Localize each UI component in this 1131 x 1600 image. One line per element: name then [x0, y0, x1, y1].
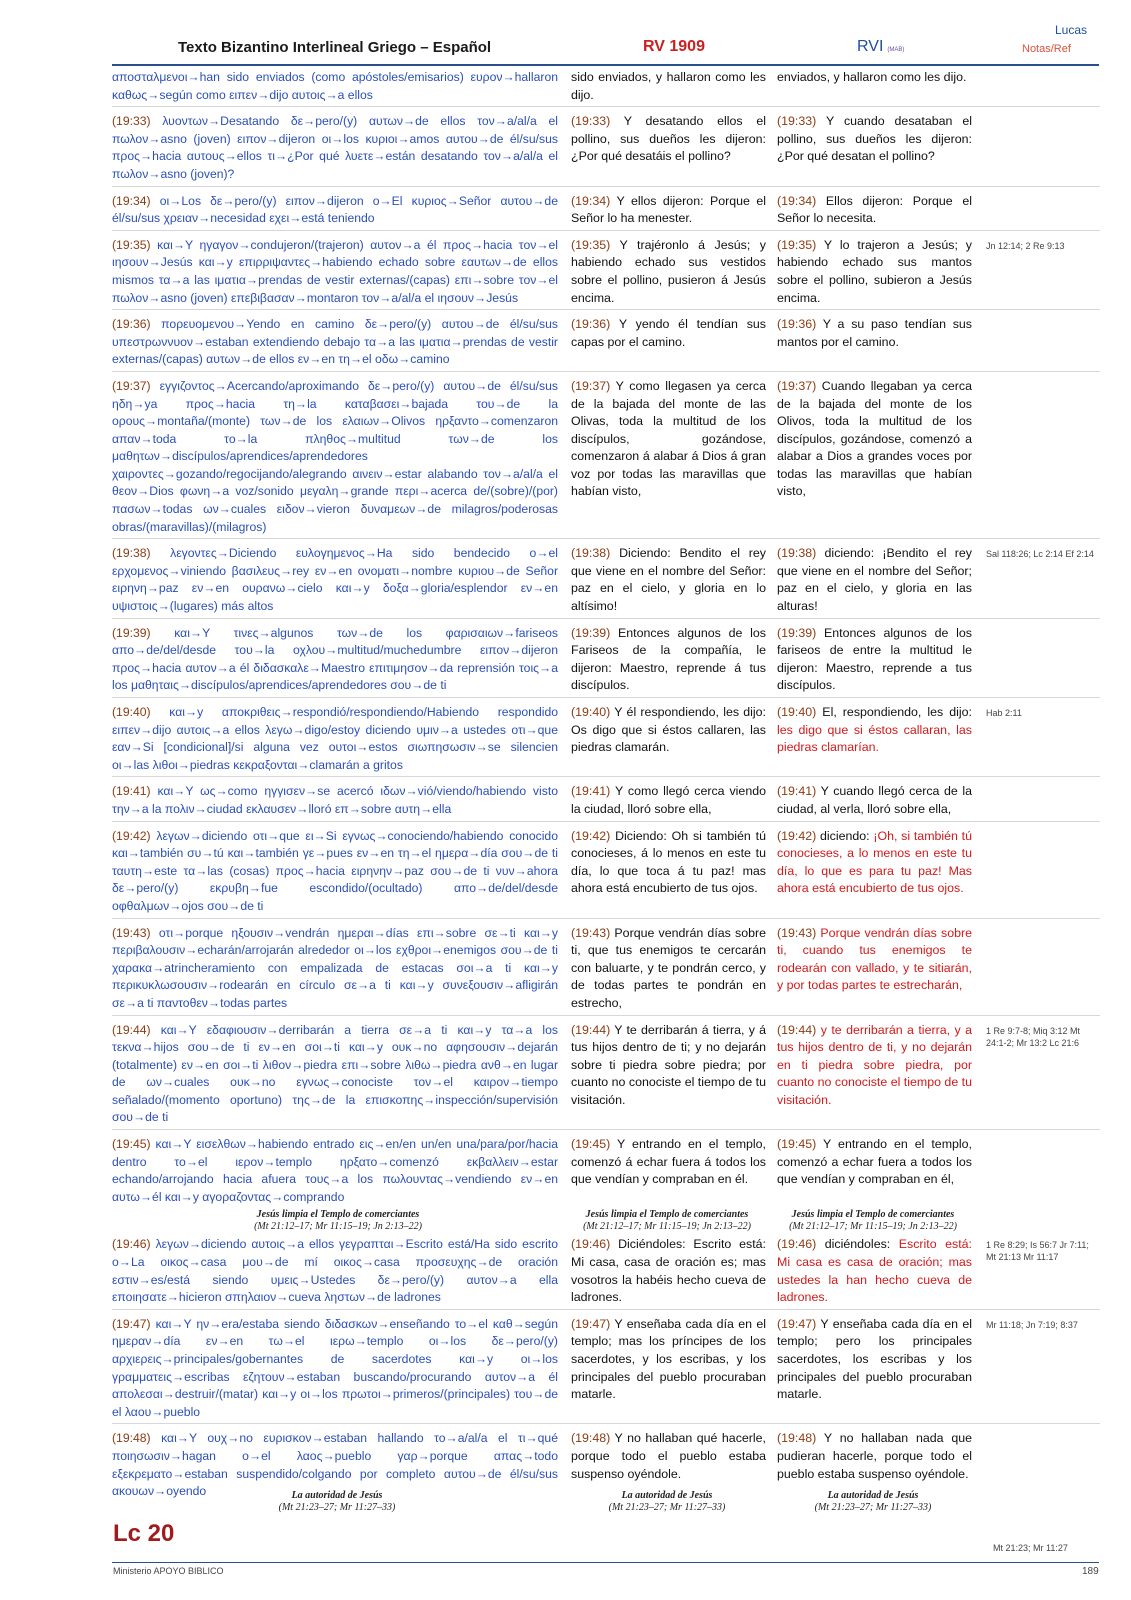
verse-number: (19:40) — [571, 705, 611, 719]
chapter-label: Lc 20 — [113, 1520, 175, 1547]
rvi-text: Y cuando llegó cerca de la ciudad, al verla, lloró sobre ella, — [777, 784, 972, 816]
section-head-spacer — [976, 1208, 1100, 1235]
cross-reference-cell — [976, 377, 1100, 538]
rvi-cell — [770, 112, 976, 185]
rvi-cell — [770, 782, 976, 820]
greek-interlinear-cell: αποσταλμενοι→han sido enviados (como apóstoles/emisarios) ευρον→hallaron καθως→según como ειπεν→dijo αυτοις→a ellos — [112, 70, 558, 102]
cross-reference-cell: 1 Re 8:29; Is 56:7 Jr 7:11; Mt 21:13 Mr 11:17 — [986, 1240, 1089, 1263]
verse-number: (19:36) — [112, 317, 151, 332]
rvi-verse-number: (19:44) — [777, 1022, 817, 1037]
page-number: 189 — [1082, 1566, 1099, 1577]
rvi-cell — [770, 827, 976, 918]
cross-reference-cell — [976, 112, 1100, 185]
verse-number: (19:46) — [571, 1237, 611, 1252]
rvi-cell — [770, 236, 976, 309]
rvi-cell — [770, 1315, 976, 1424]
rvi-verse-number: (19:40) — [777, 705, 817, 719]
rvi-verse-number: (19:33) — [777, 114, 817, 129]
verse-number: (19:42) — [571, 828, 611, 843]
rv1909-cell: (19:40) Y él respondiendo, les dijo: Os digo que si éstos callaren, las piedras clamarán. — [571, 705, 766, 755]
book-name: Lucas — [1055, 23, 1088, 37]
rv1909-cell: (19:38) Diciendo: Bendito el rey que viene en el nombre del Señor: paz en el cielo, y gloria en lo altísimo! — [571, 546, 766, 614]
cross-reference-cell: Hab 2:11 — [986, 708, 1022, 718]
rvi-verse-number: (19:41) — [777, 784, 817, 799]
cross-reference-cell: Mr 11:18; Jn 7:19; 8:37 — [986, 1319, 1078, 1330]
greek-interlinear-cell: (19:45) και→Y εισελθων→habiendo entrado εις→en/en un/en una/para/por/hacia dentro το→el ιερον→templo ηρξατο→comenzó εκβαλλειν→estar echando/arrojando hacia afuera τους→a los πωλουντας→vendiendo εν→en αυτω→él και→y αγοραζοντας→comprando — [112, 1137, 558, 1204]
section-head-rvi — [770, 1490, 976, 1514]
rvi-text: Y no hallaban nada que pudieran hacerle, porque todo el pueblo estaba suspenso oyéndole. — [777, 1431, 972, 1481]
rv-column-label: RV 1909 — [643, 38, 705, 55]
rvi-words-of-jesus: Porque vendrán días sobre ti, cuando tus enemigos te rodearán con vallado, y te sitiarán, y por todas partes te estrecharán, — [777, 925, 972, 993]
section-head-title: Jesús limpia el Templo de comerciantes — [791, 1209, 955, 1221]
greek-interlinear-cell: (19:41) και→Y ως→como ηγγισεν→se acercó ιδων→vió/viendo/habiendo visto την→a la πολιν→ciudad εκλαυσεν→lloró επ→sobre αυτη→ella — [112, 784, 558, 816]
notes-column-label: Notas/Ref — [1022, 43, 1071, 55]
rvi-text: Y enseñaba cada día en el templo; pero los principales sacerdotes, los escribas y los principales del pueblo procuraban matarle. — [777, 1316, 972, 1402]
rvi-text: Y cuando desataban el pollino, sus dueños les dijeron: ¿Por qué desatan el pollino? — [777, 114, 972, 164]
verse-number: (19:45) — [112, 1137, 151, 1152]
rv1909-cell: (19:33) Y desatando ellos el pollino, sus dueños les dijeron: ¿Por qué desatáis el pollino? — [571, 114, 766, 164]
rvi-verse-number: (19:39) — [777, 625, 817, 640]
page-title: Texto Bizantino Interlineal Griego – Español — [178, 39, 492, 56]
greek-interlinear-cell: (19:37) εγγιζοντος→Acercando/aproximando δε→pero/(y) αυτου→de él/su/sus ηδη→ya προς→hacia τη→la καταβασει→bajada του→de la ορους→montaña/(monte) των→de los ελαιων→Olivos ηρξαντο→comenzaron απαν→toda το→la πληθος→multitud των→de los μαθητων→discípulos/aprendices/aprendedores χαιροντες→gozando/regocijando/alegrando αινειν→estar alabando τον→a/al/a el θεον→Dios φωνη→a voz/sonido μεγαλη→grande περι→acerca de/(sobre)/(por) πασων→todas ων→cuales ειδον→vieron δυναμεων→de milagros/poderosas obras/(maravillas)/(milagros) — [112, 378, 558, 534]
rv1909-cell: sido enviados, y hallaron como les dijo. — [571, 70, 766, 102]
rvi-text: Y a su paso tendían sus mantos por el camino. — [777, 317, 972, 349]
greek-interlinear-cell: (19:33) λυοντων→Desatando δε→pero/(y) αυτων→de ellos τον→a/al/a el πωλον→asno (joven) ειπον→dijeron οι→los κυριοι→amos αυτου→de él/su/sus προς→hacia αυτους→ellos τι→¿Por qué λυετε→están desatando τον→a/al/a el πωλον→asno (joven)? — [112, 114, 558, 181]
rvi-cell — [770, 1021, 976, 1130]
section-head-rvi — [770, 1208, 976, 1235]
cross-reference-cell — [976, 68, 1100, 106]
header-rule — [112, 64, 1099, 66]
rv1909-cell: (19:46) Diciéndoles: Escrito está: Mi casa, casa de oración es; mas vosotros la habéis hecho cueva de ladrones. — [571, 1237, 766, 1305]
page-header — [0, 0, 1131, 70]
section-head-refs: (Mt 21:12–17; Mr 11:15–19; Jn 2:13–22) — [789, 1221, 957, 1233]
verse-number: (19:35) — [571, 237, 611, 252]
rvi-words-of-jesus: y te derribarán a tierra, y a tus hijos dentro de ti, y no dejarán en ti piedra sobre piedra, por cuanto no conociste el tiempo de tu visitación. — [777, 1022, 973, 1107]
rvi-text: Entonces algunos de los fariseos de entre la multitud le dijeron: Maestro, reprende a tus discípulos. — [777, 625, 972, 693]
rvi-text: Y entrando en el templo, comenzó a echar fuera a todos los que vendían y compraban en él, — [777, 1137, 972, 1187]
verse-number: (19:38) — [571, 546, 611, 561]
verse-number: (19:35) — [112, 237, 151, 252]
rvi-cell — [770, 1235, 976, 1308]
cross-reference-cell — [976, 315, 1100, 371]
greek-interlinear-cell: (19:48) και→Y ουχ→no ευρισκον→estaban hallando το→a/al/a el τι→qué ποιησωσιν→hagan ο→el λαος→pueblo γαρ→porque απας→todo εξεκρεματο→estaban suspendido/colgando por completo αυτου→de él/su/sus ακουων→oyendo — [112, 1431, 558, 1499]
cross-reference-cell — [976, 192, 1100, 230]
rvi-words-of-jesus: Escrito está: Mi casa es casa de oración; mas ustedes la han hecho cueva de ladrones. — [777, 1237, 972, 1305]
greek-interlinear-cell: (19:38) λεγοντες→Diciendo ευλογημενος→Ha sido bendecido ο→el ερχομενος→viniendo βασιλευς→rey εν→en ονοματι→nombre κυριου→de Señor ειρηνη→paz εν→en ουρανω→cielo και→y δοξα→gloria/esplendor εν→en υψιστοις→(lugares) más altos — [112, 546, 558, 614]
section-head-title: Jesús limpia el Templo de comerciantes — [585, 1209, 749, 1221]
section-head-refs: (Mt 21:12–17; Mr 11:15–19; Jn 2:13–22) — [583, 1221, 751, 1233]
section-head-refs: (Mt 21:23–27; Mr 11:27–33) — [814, 1502, 932, 1513]
rvi-verse-number: (19:46) — [777, 1237, 817, 1252]
rv1909-cell: (19:35) Y trajéronlo á Jesús; y habiendo echado sus vestidos sobre el pollino, pusieron á Jesús encima. — [571, 237, 766, 305]
rvi-verse-number: (19:48) — [777, 1431, 817, 1446]
rv1909-cell: (19:43) Porque vendrán días sobre ti, que tus enemigos te cercarán con baluarte, y te pondrán cerco, y de todas partes te pondrán en estrecho, — [571, 925, 766, 1010]
rvi-verse-number: (19:37) — [777, 378, 817, 393]
verse-number: (19:38) — [112, 546, 151, 561]
rv1909-cell: (19:44) Y te derribarán á tierra, y á tus hijos dentro de ti; y no dejarán sobre ti piedra sobre piedra; por cuanto no conociste el tiempo de tu visitación. — [571, 1022, 766, 1107]
rvi-cell — [770, 624, 976, 697]
verse-number: (19:43) — [112, 925, 151, 940]
verse-number: (19:44) — [571, 1022, 611, 1037]
section-head-rv — [564, 1490, 770, 1514]
rvi-label-text: RVI — [857, 38, 884, 55]
greek-interlinear-cell: (19:35) και→Y ηγαγον→condujeron/(trajeron) αυτον→a él προς→hacia τον→el ιησουν→Jesús και→y επιρριψαντες→habiendo echado sobre εαυτων→de ellos mismos τα→a las ιματια→prendas de vestir externas/(capas) επι→sobre τον→el πωλον→asno (joven) επεβιβασαν→montaron τον→a/al/a el ιησουν→Jesús — [112, 237, 558, 305]
verse-number: (19:44) — [112, 1022, 151, 1037]
rvi-cell — [770, 924, 976, 1015]
greek-interlinear-cell: (19:47) και→Y ην→era/estaba siendo διδασκων→enseñando το→el καθ→según ημεραν→día εν→en τω→el ιερω→templo οι→los δε→pero/(y) αρχιερεις→principales/gobernantes de sacerdotes και→y οι→los γραμματεις→escribas εζητουν→estaban buscando/procurando αυτον→a él απολεσαι→destruir/(matar) και→y οι→los πρωτοι→primeros/(principales) του→de el λαου→pueblo — [112, 1316, 558, 1419]
greek-interlinear-cell: (19:34) οι→Los δε→pero/(y) ειπον→dijeron ο→El κυριος→Señor αυτου→de él/su/sus χρειαν→necesidad εχει→está teniendo — [112, 193, 558, 226]
rv1909-cell: (19:34) Y ellos dijeron: Porque el Señor lo ha menester. — [571, 193, 766, 226]
verse-number: (19:41) — [112, 784, 151, 799]
verse-number: (19:45) — [571, 1137, 611, 1152]
section-head-title: La autoridad de Jesús — [827, 1490, 919, 1501]
verse-number: (19:33) — [571, 114, 611, 129]
rvi-verse-number: (19:42) — [777, 828, 817, 843]
greek-interlinear-cell: (19:44) και→Y εδαφιουσιν→derribarán a tierra σε→a ti και→y τα→a los τεκνα→hijos σου→de ti εν→en σοι→ti και→y ουκ→no αφησουσιν→dejarán (totalmente) εν→en σοι→ti λιθον→piedra επι→sobre λιθω→piedra ανθ→en lugar de ων→cuales ουκ→no εγνως→conociste τον→el καιρον→tiempo señalado/(momento oportuno) της→de la επισκοπης→inspección/supervisión σου→de ti — [112, 1022, 558, 1125]
section-head-title: La autoridad de Jesús — [291, 1490, 383, 1501]
rv1909-cell: (19:39) Entonces algunos de los Fariseos de la compañía, le dijeron: Maestro, reprende á tus discípulos. — [571, 625, 766, 693]
cross-reference-cell — [976, 782, 1100, 820]
cross-reference-cell: Sal 118:26; Lc 2:14 Ef 2:14 — [986, 549, 1094, 560]
section-head-title: Jesús limpia el Templo de comerciantes — [256, 1209, 420, 1221]
verse-number: (19:33) — [112, 114, 151, 129]
rvi-verse-number: (19:34) — [777, 193, 817, 208]
verse-number: (19:36) — [571, 317, 611, 332]
rvi-column-label — [857, 38, 904, 56]
rvi-verse-number: (19:43) — [777, 925, 817, 940]
verse-number: (19:39) — [112, 625, 151, 640]
rvi-cell — [770, 68, 976, 106]
verse-number: (19:34) — [112, 193, 151, 208]
rvi-cell — [770, 703, 976, 776]
greek-interlinear-cell: (19:42) λεγων→diciendo οτι→que ει→Si εγνως→conociendo/habiendo conocido και→también συ→tú και→también γε→pues εν→en τη→el ημερα→día σου→de ti ταυτη→este τα→las (cosas) προς→hacia ειρηνην→paz σου→de ti νυν→ahora δε→pero/(y) εκρυβη→fue escondido/(ocultado) απο→de/del/desde οφθαλμων→ojos σου→de ti — [112, 828, 558, 913]
rvi-text: Ellos dijeron: Porque el Señor lo necesita. — [777, 193, 972, 226]
rvi-text: diciéndoles: — [816, 1237, 899, 1252]
verse-number: (19:43) — [571, 925, 611, 940]
verse-number: (19:47) — [112, 1316, 151, 1331]
verse-number: (19:41) — [571, 784, 611, 799]
verse-number: (19:48) — [571, 1431, 611, 1446]
section-head-refs: (Mt 21:23–27; Mr 11:27–33) — [608, 1502, 726, 1513]
section-head-greek — [112, 1208, 564, 1235]
greek-interlinear-cell: (19:39) και→Y τινες→algunos των→de los φαρισαιων→fariseos απο→de/del/desde του→la οχλου→multitud/muchedumbre ειπον→dijeron προς→hacia αυτον→a él διδασκαλε→Maestro επιτιμησον→da reprensión τοις→a los μαθηταις→discípulos/aprendices/aprendedores σου→de ti — [112, 625, 558, 693]
rvi-words-of-jesus: les digo que si éstos callaran, las piedras clamarían. — [777, 722, 972, 755]
greek-interlinear-cell: (19:40) και→y αποκριθεις→respondió/respondiendo/Habiendo respondido ειπεν→dijo αυτοις→a ellos λεγω→digo/estoy diciendo υμιν→a ustedes οτι→que εαν→Si [condicional]/si alguna vez ουτοι→estos σιωπησωσιν→se silencien οι→las λιθοι→piedras κεκραξονται→clamarán a gritos — [112, 705, 558, 772]
section-head-refs: (Mt 21:12–17; Mr 11:15–19; Jn 2:13–22) — [254, 1221, 422, 1233]
verse-number: (19:34) — [571, 193, 611, 208]
rvi-cell — [770, 377, 976, 538]
rv1909-cell: (19:48) Y no hallaban qué hacerle, porque todo el pueblo estaba suspenso oyéndole. — [571, 1431, 766, 1481]
bottom-section-heads — [112, 1490, 1100, 1520]
rvi-text: Cuando llegaban ya cerca de la bajada del monte de los Olivos, toda la multitud de los discípulos, gozándose, comenzó a alabar a Dios a grandes voces por todas las maravillas que habían visto, — [777, 378, 972, 499]
rvi-verse-number: (19:38) — [777, 546, 817, 561]
rv1909-cell: (19:37) Y como llegasen ya cerca de la bajada del monte de las Olivas, toda la multitud de los discípulos, gozándose, comenzaron á alabar á Dios á gran voz por todas las maravillas que habían visto, — [571, 378, 766, 499]
rv1909-cell: (19:47) Y enseñaba cada día en el templo; mas los príncipes de los sacerdotes, y los escribas, y los principales del pueblo procuraban matarle. — [571, 1316, 766, 1402]
rvi-verse-number: (19:45) — [777, 1137, 817, 1152]
section-head-rv — [564, 1208, 770, 1235]
greek-interlinear-cell: (19:36) πορευομενου→Yendo en camino δε→pero/(y) αυτου→de él/su/sus υπεστρωννυον→estaban extendiendo debajo τα→a las ιματια→prendas de vestir externas/(capas) αυτων→de ellos εν→en τη→el οδω→camino — [112, 317, 558, 367]
greek-interlinear-cell: (19:46) λεγων→diciendo αυτοις→a ellos γεγραπται→Escrito está/Ha sido escrito ο→La οικος→casa μου→de mí οικος→casa προσευχης→de oración εστιν→es/está siendo υμεις→Ustedes δε→pero/(y) αυτον→a ella εποιησατε→hicieron σπηλαιον→cueva ληστων→de ladrones — [112, 1237, 558, 1305]
rv1909-cell: (19:45) Y entrando en el templo, comenzó á echar fuera á todos los que vendían y compraban en él. — [571, 1137, 766, 1187]
verse-table — [112, 68, 1100, 1498]
cross-reference-cell: 1 Re 9:7-8; Miq 3:12 Mt 24:1-2; Mr 13:2 Lc 21:6 — [986, 1025, 1081, 1048]
rvi-cell — [770, 1135, 976, 1208]
rvi-verse-number: (19:36) — [777, 317, 817, 332]
footer-ministry: Ministerio APOYO BIBLICO — [113, 1566, 224, 1576]
rvi-words-of-jesus: ¡Oh, si también tú conocieses, a lo menos en este tu día, lo que es para tu paz! Mas ahora está encubierto de tus ojos. — [777, 828, 973, 896]
rvi-text: Y lo trajeron a Jesús; y habiendo echado sus mantos sobre el pollino, subieron a Jesús encima. — [777, 237, 972, 305]
verse-number: (19:39) — [571, 625, 611, 640]
verse-number: (19:37) — [571, 378, 611, 393]
rvi-text: diciendo: — [816, 828, 874, 843]
section-head-refs: (Mt 21:23–27; Mr 11:27–33) — [278, 1502, 396, 1513]
rv1909-cell: (19:42) Diciendo: Oh si también tú conocieses, á lo menos en este tu día, lo que toca á tu paz! mas ahora está encubierto de tus ojos. — [571, 828, 766, 896]
cross-reference-cell: Jn 12:14; 2 Re 9:13 — [986, 240, 1065, 251]
bottom-cross-refs: Mt 21:23; Mr 11:27 — [993, 1543, 1068, 1553]
cross-reference-cell — [976, 624, 1100, 697]
verse-number: (19:48) — [112, 1431, 151, 1446]
cross-reference-cell — [976, 1135, 1100, 1208]
section-head-greek — [202, 1490, 472, 1514]
verse-number: (19:40) — [112, 705, 151, 719]
verse-number: (19:46) — [112, 1237, 151, 1252]
rvi-verse-number: (19:35) — [777, 237, 817, 252]
rvi-cell — [770, 544, 976, 617]
rv1909-cell: (19:41) Y como llegó cerca viendo la ciudad, lloró sobre ella, — [571, 784, 766, 816]
cross-reference-cell — [976, 924, 1100, 1015]
rvi-text: diciendo: ¡Bendito el rey que viene en el nombre del Señor; paz en el cielo, y gloria en las alturas! — [777, 546, 972, 614]
verse-number: (19:42) — [112, 828, 151, 843]
verse-number: (19:37) — [112, 378, 151, 393]
rvi-cell — [770, 315, 976, 371]
section-head-title: La autoridad de Jesús — [621, 1490, 713, 1501]
rvi-cell — [770, 192, 976, 230]
verse-number: (19:47) — [571, 1316, 611, 1331]
footer-rule — [112, 1562, 1099, 1563]
rvi-verse-number: (19:47) — [777, 1316, 817, 1331]
rv1909-cell: (19:36) Y yendo él tendían sus capas por el camino. — [571, 317, 766, 349]
rvi-text: enviados, y hallaron como les dijo. — [777, 70, 967, 84]
cross-reference-cell — [976, 827, 1100, 918]
greek-interlinear-cell: (19:43) οτι→porque ηξουσιν→vendrán ημεραι→días επι→sobre σε→ti και→y περιβαλουσιν→echarán/arrojarán alrededor οι→los εχθροι→enemigos σου→de ti χαρακα→atrincheramiento con empalizada de estacas σοι→a ti και→y περικυκλωσουσιν→rodearán en círculo σε→a ti και→y συνεξουσιν→afligirán σε→a ti παντοθεν→todas partes — [112, 925, 558, 1010]
rvi-sub-label: (MAB) — [887, 47, 905, 53]
rvi-text: El, respondiendo, les dijo: — [816, 705, 972, 719]
